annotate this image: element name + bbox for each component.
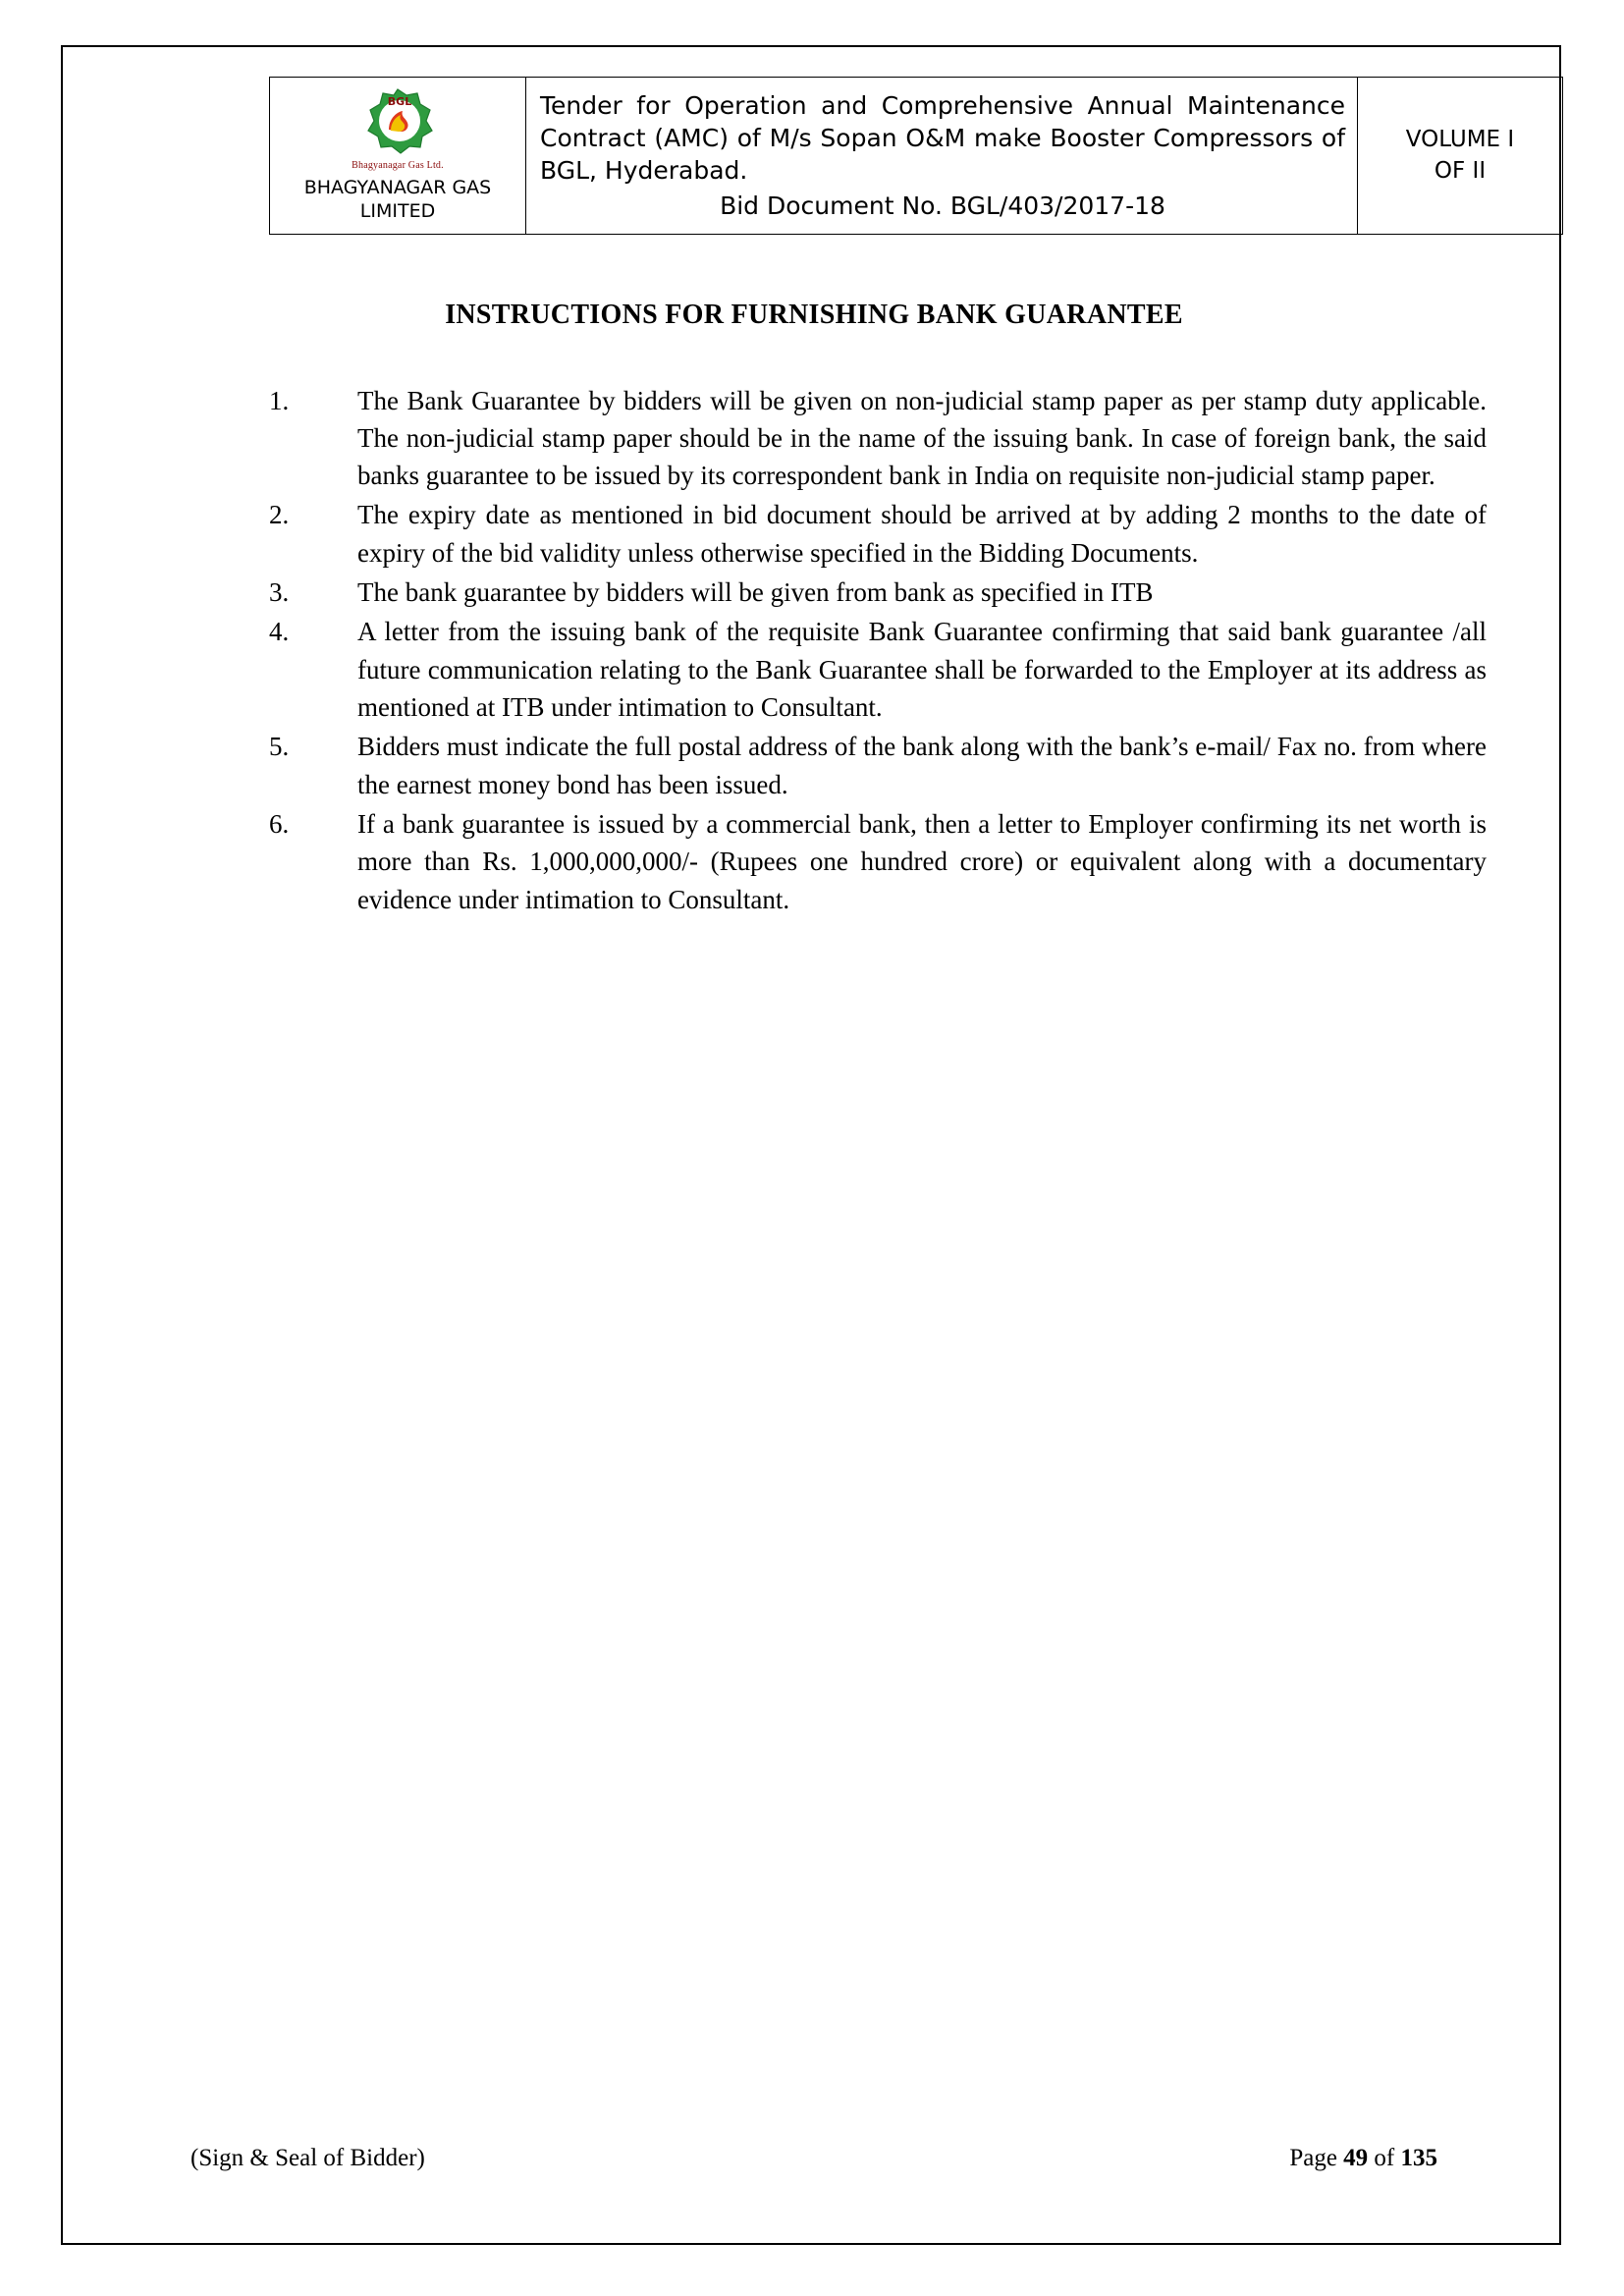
list-item-number: 2.	[269, 500, 290, 530]
list-item-number: 1.	[269, 385, 290, 415]
list-item-text: The expiry date as mentioned in bid document should be arrived at by adding 2 months to the date of expiry of the bid validity unless otherwise specified in the Bidding Documents.	[357, 500, 1487, 568]
page-title: INSTRUCTIONS FOR FURNISHING BANK GUARANTEE	[445, 299, 1183, 330]
volume-line-1: VOLUME I	[1405, 127, 1515, 153]
list-item-number: 3.	[269, 577, 290, 608]
svg-text:BGL: BGL	[387, 95, 412, 108]
list-item	[259, 613, 1487, 726]
footer-page-of: of	[1368, 2145, 1401, 2171]
list-item-text: A letter from the issuing bank of the requisite Bank Guarantee confirming that said bank guarantee /all future communication relating to the Bank Guarantee shall be forwarded to the Employer at its address as mentioned at ITB under intimation to Consultant.	[357, 617, 1487, 723]
footer-total-pages: 135	[1400, 2145, 1437, 2171]
page-content	[190, 77, 1515, 920]
header-row	[270, 78, 1563, 235]
footer-signature-label: (Sign & Seal of Bidder)	[190, 2145, 425, 2171]
footer-current-page: 49	[1343, 2145, 1369, 2171]
list-item-text: If a bank guarantee is issued by a commercial bank, then a letter to Employer confirming its net worth is more than Rs. 1,000,000,000/- (Rupees one hundred crore) or equivalent along with a documentary evidence under intimation to Consultant.	[357, 809, 1487, 914]
document-page	[61, 45, 1561, 2245]
list-item	[259, 496, 1487, 572]
list-item-text: The bank guarantee by bidders will be given from bank as specified in ITB	[357, 577, 1154, 608]
list-item	[259, 728, 1487, 803]
volume-line-2: OF II	[1434, 158, 1487, 185]
list-item	[259, 574, 1487, 611]
instructions-list	[259, 382, 1487, 919]
list-item-text: The Bank Guarantee by bidders will be given on non-judicial stamp paper as per stamp duty applicable. The non-judicial stamp paper should be in the name of the issuing bank. In case of foreign bank, the said banks guarantee to be issued by its correspondent bank in India on requisite non-judicial stamp paper.	[357, 385, 1487, 491]
list-item-number: 6.	[269, 809, 290, 840]
footer-page-prefix: Page	[1289, 2145, 1344, 2171]
bid-document-number: Bid Document No. BGL/403/2017-18	[720, 191, 1165, 220]
list-item-number: 5.	[269, 732, 290, 762]
logo-caption-line1: BHAGYANAGAR GAS	[303, 177, 492, 198]
document-header-table	[269, 77, 1563, 235]
logo-caption	[274, 177, 521, 224]
header-logo-cell	[270, 78, 526, 235]
bgl-logo-icon	[351, 85, 445, 162]
header-title-cell	[526, 78, 1358, 235]
list-item	[259, 382, 1487, 495]
page-footer	[190, 2145, 1437, 2172]
list-item-number: 4.	[269, 617, 290, 647]
tender-title: Tender for Operation and Comprehensive Annual Maintenance Contract (AMC) of M/s Sopan O&M make Booster Compressors of BGL, Hyderabad.	[540, 90, 1345, 186]
header-volume-cell	[1358, 78, 1563, 235]
list-item-text: Bidders must indicate the full postal address of the bank along with the bank’s e-mail/ Fax no. from where the earnest money bond has been issued.	[357, 732, 1487, 799]
list-item	[259, 805, 1487, 918]
logo-subtext: Bhagyanagar Gas Ltd.	[352, 160, 444, 171]
footer-page-number	[1289, 2145, 1437, 2172]
logo-caption-line2: LIMITED	[359, 199, 436, 222]
